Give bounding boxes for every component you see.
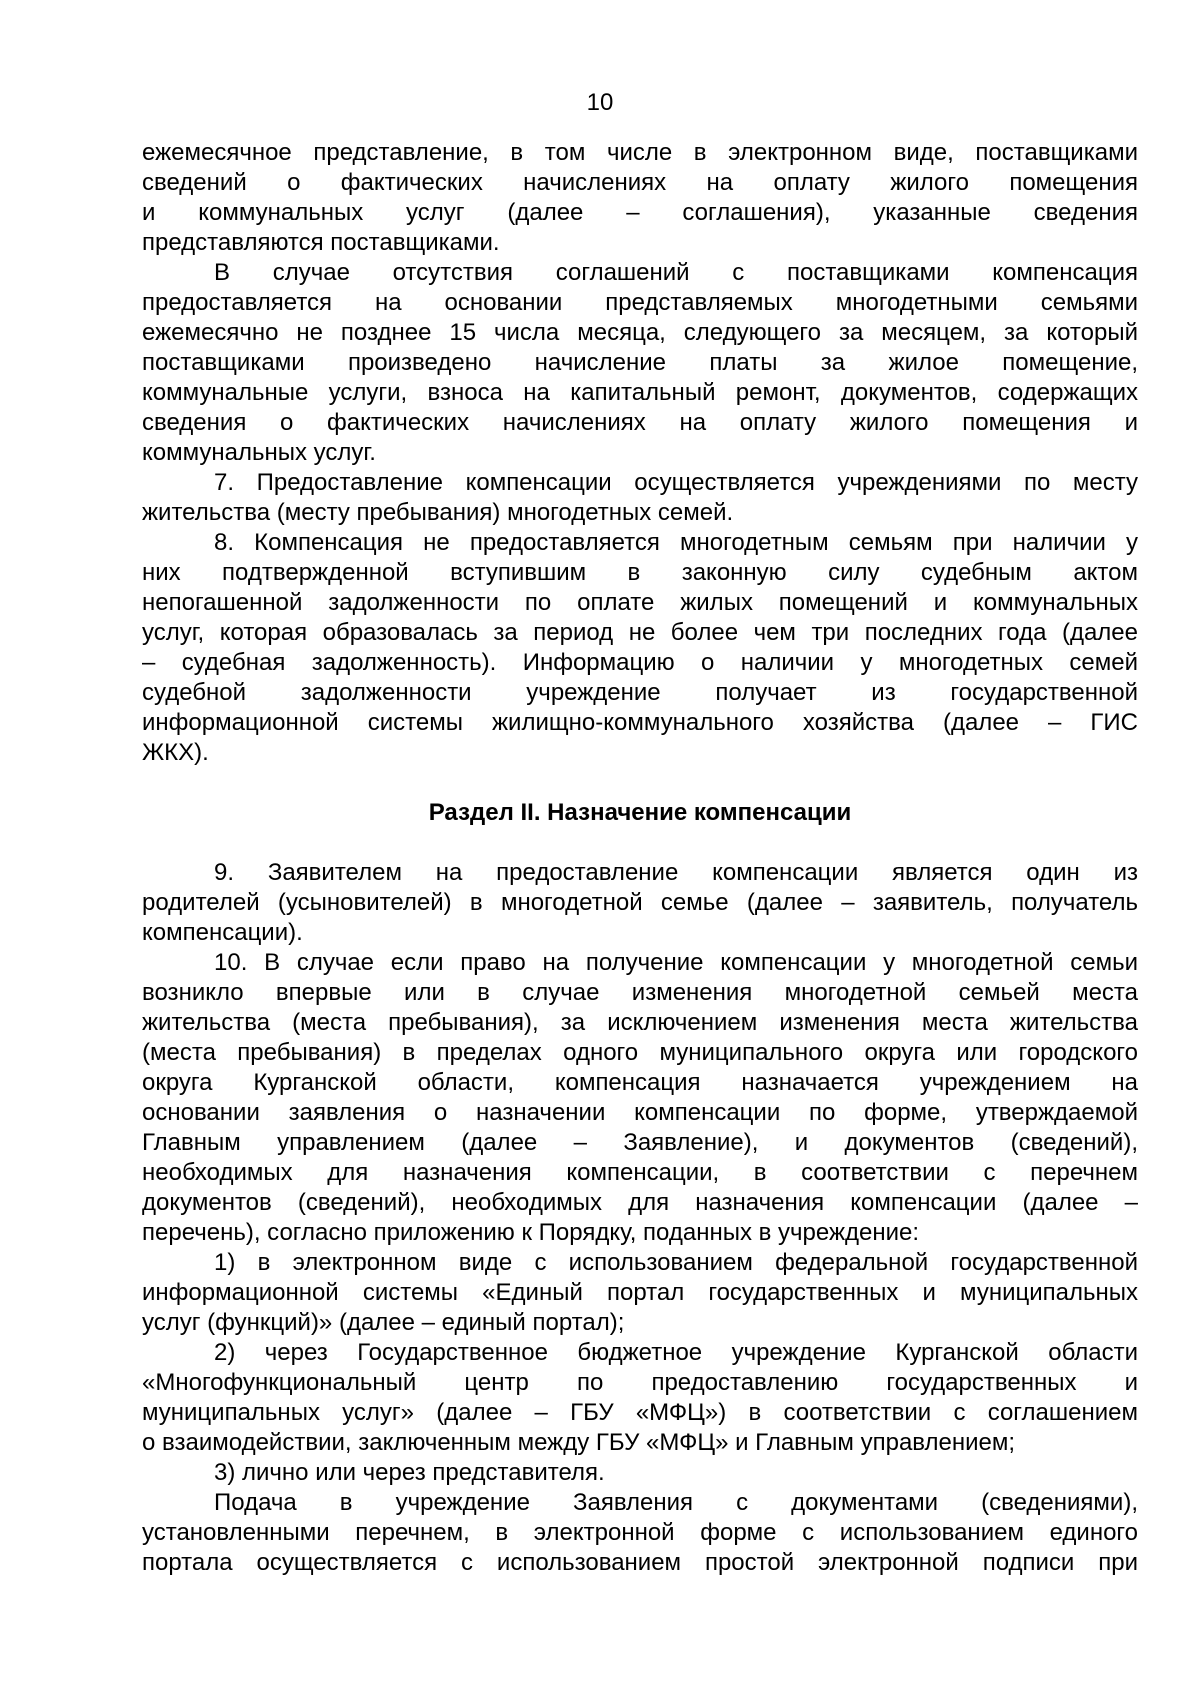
text-line: установленными перечнем, в электронной форме с использованием единого [142, 1519, 1138, 1546]
text-line: непогашенной задолженности по оплате жилых помещений и коммунальных [142, 589, 1138, 616]
text-line: сведения о фактических начислениях на оплату жилого помещения и [142, 409, 1138, 436]
paragraph-item-7 [142, 468, 1138, 528]
text-line: 1) в электронном виде с использованием федеральной государственной [214, 1249, 1138, 1276]
text-line: 9. Заявителем на предоставление компенсации является один из [214, 859, 1138, 886]
text-line: поставщиками произведено начисление платы за жилое помещение, [142, 349, 1138, 376]
text-line: 2) через Государственное бюджетное учреждение Курганской области [214, 1339, 1138, 1366]
text-line: перечень), согласно приложению к Порядку, поданных в учреждение: [142, 1219, 920, 1246]
paragraph-subitem-1 [142, 1248, 1138, 1338]
text-line: услуг, которая образовалась за период не более чем три последних года (далее [142, 619, 1138, 646]
paragraph-item-8 [142, 528, 1138, 768]
text-line: (места пребывания) в пределах одного муниципального округа или городского [142, 1039, 1138, 1066]
text-line: округа Курганской области, компенсация назначается учреждением на [142, 1069, 1138, 1096]
text-line: основании заявления о назначении компенсации по форме, утверждаемой [142, 1099, 1138, 1126]
text-line: информационной системы жилищно-коммунального хозяйства (далее – ГИС [142, 709, 1138, 736]
page-number: 10 [586, 89, 614, 116]
section-title: Раздел II. Назначение компенсации [428, 799, 852, 826]
paragraph-subitem-3 [142, 1458, 1138, 1488]
paragraph-continuation [142, 138, 1138, 258]
text-line: «Многофункциональный центр по предоставлению государственных и [142, 1369, 1138, 1396]
text-line: – судебная задолженность). Информацию о наличии у многодетных семей [142, 649, 1138, 676]
paragraph-no-agreements [142, 258, 1138, 468]
text-line: Главным управлением (далее – Заявление), и документов (сведений), [142, 1129, 1138, 1156]
text-line: сведений о фактических начислениях на оплату жилого помещения [142, 169, 1138, 196]
text-line: необходимых для назначения компенсации, в соответствии с перечнем [142, 1159, 1138, 1186]
text-line: 3) лично или через представителя. [214, 1459, 605, 1486]
text-line: Подача в учреждение Заявления с документами (сведениями), [214, 1489, 1138, 1516]
text-line: В случае отсутствия соглашений с поставщиками компенсация [214, 259, 1138, 286]
text-line: предоставляется на основании представляемых многодетными семьями [142, 289, 1138, 316]
paragraph-submission [142, 1488, 1138, 1578]
paragraph-item-10 [142, 948, 1138, 1248]
text-line: информационной системы «Единый портал государственных и муниципальных [142, 1279, 1138, 1306]
text-line: портала осуществляется с использованием простой электронной подписи при [142, 1549, 1138, 1576]
text-line: услуг (функций)» (далее – единый портал); [142, 1309, 625, 1336]
text-line: документов (сведений), необходимых для назначения компенсации (далее – [142, 1189, 1138, 1216]
text-line: о взаимодействии, заключенным между ГБУ «МФЦ» и Главным управлением; [142, 1429, 1016, 1456]
text-line: коммунальных услуг. [142, 439, 376, 466]
text-line: представляются поставщиками. [142, 229, 500, 256]
text-line: и коммунальных услуг (далее – соглашения), указанные сведения [142, 199, 1138, 226]
text-line: них подтвержденной вступившим в законную силу судебным актом [142, 559, 1138, 586]
paragraph-item-9 [142, 858, 1138, 948]
text-line: ежемесячное представление, в том числе в электронном виде, поставщиками [142, 139, 1138, 166]
text-line: 10. В случае если право на получение компенсации у многодетной семьи [214, 949, 1138, 976]
text-line: ЖКХ). [142, 739, 209, 766]
text-line: муниципальных услуг» (далее – ГБУ «МФЦ») в соответствии с соглашением [142, 1399, 1138, 1426]
text-line: судебной задолженности учреждение получает из государственной [142, 679, 1138, 706]
text-line: коммунальные услуги, взноса на капитальный ремонт, документов, содержащих [142, 379, 1138, 406]
text-line: 8. Компенсация не предоставляется многодетным семьям при наличии у [214, 529, 1138, 556]
text-line: жительства (месту пребывания) многодетных семей. [142, 499, 734, 526]
text-line: жительства (места пребывания), за исключением изменения места жительства [142, 1009, 1138, 1036]
text-line: ежемесячно не позднее 15 числа месяца, следующего за месяцем, за который [142, 319, 1138, 346]
text-line: компенсации). [142, 919, 303, 946]
text-line: возникло впервые или в случае изменения многодетной семьей места [142, 979, 1138, 1006]
text-line: 7. Предоставление компенсации осуществляется учреждениями по месту [214, 469, 1138, 496]
document-body [142, 138, 1138, 1578]
paragraph-subitem-2 [142, 1338, 1138, 1458]
text-line: родителей (усыновителей) в многодетной семье (далее – заявитель, получатель [142, 889, 1138, 916]
